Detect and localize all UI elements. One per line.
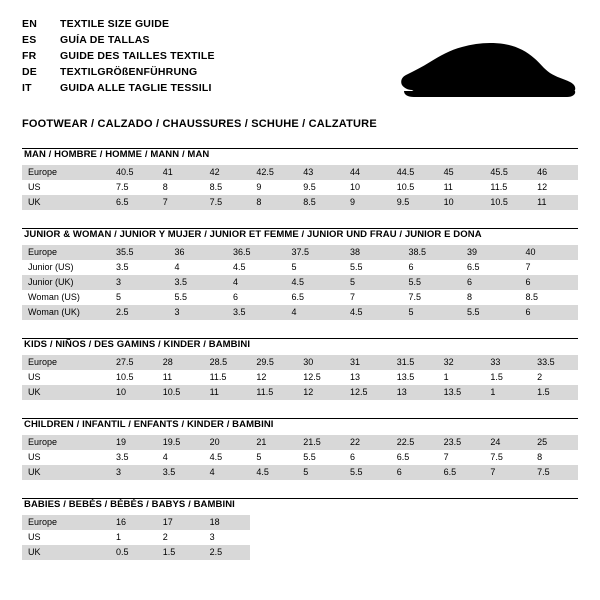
cell: 10 <box>344 180 391 195</box>
cell: 1.5 <box>157 545 204 560</box>
cell: 8.5 <box>297 195 344 210</box>
cell-empty <box>391 530 438 545</box>
cell: 23.5 <box>438 435 485 450</box>
cell: 13 <box>344 370 391 385</box>
row-label: Europe <box>22 435 110 450</box>
cell: 29.5 <box>250 355 297 370</box>
cell: 10.5 <box>157 385 204 400</box>
cell: 7 <box>484 465 531 480</box>
cell: 1.5 <box>531 385 578 400</box>
cell: 5 <box>297 465 344 480</box>
cell: 4 <box>169 260 228 275</box>
cell-empty <box>438 545 485 560</box>
cell: 5 <box>286 260 345 275</box>
language-code: FR <box>22 50 37 62</box>
cell: 6 <box>344 450 391 465</box>
cell: 38 <box>344 245 403 260</box>
cell: 17 <box>157 515 204 530</box>
row-label: Woman (UK) <box>22 305 110 320</box>
cell: 5.5 <box>344 260 403 275</box>
cell: 3 <box>204 530 251 545</box>
row-label: US <box>22 530 110 545</box>
cell: 10 <box>110 385 157 400</box>
cell: 3 <box>169 305 228 320</box>
cell: 31 <box>344 355 391 370</box>
cell: 4.5 <box>286 275 345 290</box>
cell: 6.5 <box>110 195 157 210</box>
cell: 9 <box>344 195 391 210</box>
table-row <box>22 275 578 290</box>
row-label: UK <box>22 545 110 560</box>
cell: 7.5 <box>484 450 531 465</box>
cell: 3.5 <box>169 275 228 290</box>
cell-empty <box>438 530 485 545</box>
cell: 13.5 <box>391 370 438 385</box>
cell: 32 <box>438 355 485 370</box>
language-row <box>22 50 215 66</box>
cell: 3 <box>110 275 169 290</box>
cell: 4.5 <box>344 305 403 320</box>
table-row <box>22 465 578 480</box>
cell: 6 <box>391 465 438 480</box>
cell: 12.5 <box>297 370 344 385</box>
cell: 11 <box>157 370 204 385</box>
cell: 13 <box>391 385 438 400</box>
cell-empty <box>250 515 297 530</box>
table-row <box>22 435 578 450</box>
size-table-children <box>22 435 578 480</box>
row-label: UK <box>22 385 110 400</box>
cell: 33.5 <box>531 355 578 370</box>
cell: 28.5 <box>204 355 251 370</box>
cell: 5.5 <box>344 465 391 480</box>
cell-empty <box>531 515 578 530</box>
cell: 19 <box>110 435 157 450</box>
cell: 7 <box>438 450 485 465</box>
cell: 16 <box>110 515 157 530</box>
language-title: GUIDE DES TAILLES TEXTILE <box>60 50 215 62</box>
cell: 36.5 <box>227 245 286 260</box>
language-code: EN <box>22 18 37 30</box>
cell-empty <box>344 530 391 545</box>
row-label: Europe <box>22 245 110 260</box>
cell: 44.5 <box>391 165 438 180</box>
cell-empty <box>297 545 344 560</box>
cell: 22 <box>344 435 391 450</box>
cell: 6 <box>403 260 462 275</box>
row-label: Woman (US) <box>22 290 110 305</box>
row-label: Europe <box>22 355 110 370</box>
cell: 8 <box>157 180 204 195</box>
cell: 3.5 <box>110 260 169 275</box>
cell: 6 <box>227 290 286 305</box>
table-row <box>22 180 578 195</box>
group-title: MAN / HOMBRE / HOMME / MANN / MAN <box>24 149 210 160</box>
language-row <box>22 66 215 82</box>
language-titles <box>22 18 215 98</box>
cell: 6.5 <box>286 290 345 305</box>
cell-empty <box>484 515 531 530</box>
group-title: JUNIOR & WOMAN / JUNIOR Y MUJER / JUNIOR ET FEMME / JUNIOR UND FRAU / JUNIOR E DONA <box>24 229 482 240</box>
cell: 21.5 <box>297 435 344 450</box>
cell: 1.5 <box>484 370 531 385</box>
size-group-babies <box>22 498 578 560</box>
table-row <box>22 165 578 180</box>
cell: 18 <box>204 515 251 530</box>
cell-empty <box>484 545 531 560</box>
cell: 4.5 <box>250 465 297 480</box>
cell: 27.5 <box>110 355 157 370</box>
cell: 38.5 <box>403 245 462 260</box>
cell: 9.5 <box>297 180 344 195</box>
cell: 31.5 <box>391 355 438 370</box>
cell: 5.5 <box>169 290 228 305</box>
cell: 7 <box>520 260 579 275</box>
group-title: KIDS / NIÑOS / DES GAMINS / KINDER / BAMBINI <box>24 339 251 350</box>
cell: 2 <box>531 370 578 385</box>
cell-empty <box>344 515 391 530</box>
cell: 10.5 <box>484 195 531 210</box>
cell: 5.5 <box>461 305 520 320</box>
cell: 13.5 <box>438 385 485 400</box>
cell: 40 <box>520 245 579 260</box>
size-table-man <box>22 165 578 210</box>
cell: 9.5 <box>391 195 438 210</box>
cell: 11.5 <box>250 385 297 400</box>
cell: 7 <box>157 195 204 210</box>
cell: 21 <box>250 435 297 450</box>
size-group-man <box>22 148 578 210</box>
cell: 4 <box>286 305 345 320</box>
cell: 7.5 <box>531 465 578 480</box>
table-row <box>22 260 578 275</box>
cell: 5 <box>110 290 169 305</box>
row-label: Junior (UK) <box>22 275 110 290</box>
size-table-kids <box>22 355 578 400</box>
cell: 8 <box>531 450 578 465</box>
cell: 6 <box>520 305 579 320</box>
row-label: US <box>22 450 110 465</box>
cell: 30 <box>297 355 344 370</box>
cell: 40.5 <box>110 165 157 180</box>
cell: 3.5 <box>227 305 286 320</box>
cell: 11 <box>531 195 578 210</box>
cell-empty <box>391 545 438 560</box>
cell: 5 <box>344 275 403 290</box>
cell: 43 <box>297 165 344 180</box>
cell: 4 <box>204 465 251 480</box>
table-row <box>22 370 578 385</box>
cell: 5.5 <box>403 275 462 290</box>
cell-empty <box>344 545 391 560</box>
cell: 8.5 <box>204 180 251 195</box>
cell: 45.5 <box>484 165 531 180</box>
cell: 3 <box>110 465 157 480</box>
cell: 22.5 <box>391 435 438 450</box>
cell-empty <box>438 515 485 530</box>
cell: 39 <box>461 245 520 260</box>
cell: 19.5 <box>157 435 204 450</box>
cell: 7 <box>344 290 403 305</box>
cell-empty <box>250 530 297 545</box>
cell: 42 <box>204 165 251 180</box>
cell: 10.5 <box>110 370 157 385</box>
cell: 4.5 <box>204 450 251 465</box>
language-code: DE <box>22 66 37 78</box>
cell: 36 <box>169 245 228 260</box>
language-title: TEXTILGRÖßENFÜHRUNG <box>60 66 198 78</box>
cell-empty <box>391 515 438 530</box>
cell: 8 <box>461 290 520 305</box>
cell: 8.5 <box>520 290 579 305</box>
cell: 4.5 <box>227 260 286 275</box>
language-code: IT <box>22 82 32 94</box>
row-label: Europe <box>22 165 110 180</box>
cell: 5 <box>403 305 462 320</box>
cell-empty <box>484 530 531 545</box>
group-title: BABIES / BEBÉS / BÉBÉS / BABYS / BAMBINI <box>24 499 235 510</box>
size-group-junior-woman <box>22 228 578 320</box>
cell: 6.5 <box>438 465 485 480</box>
cell: 24 <box>484 435 531 450</box>
table-row <box>22 290 578 305</box>
cell: 3.5 <box>110 450 157 465</box>
cell: 12 <box>250 370 297 385</box>
cell: 2 <box>157 530 204 545</box>
group-title: CHILDREN / INFANTIL / ENFANTS / KINDER / BAMBINI <box>24 419 274 430</box>
table-row <box>22 545 578 560</box>
size-group-kids <box>22 338 578 400</box>
table-row <box>22 450 578 465</box>
row-label: UK <box>22 465 110 480</box>
cell-empty <box>531 545 578 560</box>
size-table-babies <box>22 515 578 560</box>
cell: 11.5 <box>204 370 251 385</box>
cell: 10 <box>438 195 485 210</box>
cell: 11 <box>438 180 485 195</box>
cell: 20 <box>204 435 251 450</box>
cell: 45 <box>438 165 485 180</box>
row-label: US <box>22 180 110 195</box>
cell: 6 <box>520 275 579 290</box>
cell: 35.5 <box>110 245 169 260</box>
cell: 46 <box>531 165 578 180</box>
cell: 12 <box>297 385 344 400</box>
cell: 7.5 <box>403 290 462 305</box>
row-label: UK <box>22 195 110 210</box>
cell: 44 <box>344 165 391 180</box>
cell: 11 <box>204 385 251 400</box>
table-row <box>22 385 578 400</box>
table-row <box>22 195 578 210</box>
cell: 11.5 <box>484 180 531 195</box>
cell: 0.5 <box>110 545 157 560</box>
cell: 6.5 <box>391 450 438 465</box>
cell: 1 <box>110 530 157 545</box>
size-table-junior-woman <box>22 245 578 320</box>
cell: 5 <box>250 450 297 465</box>
cell: 6 <box>461 275 520 290</box>
document-header <box>22 18 578 104</box>
table-row <box>22 355 578 370</box>
cell-empty <box>531 530 578 545</box>
dress-shoe-icon <box>392 40 578 102</box>
cell: 1 <box>484 385 531 400</box>
cell-empty <box>297 530 344 545</box>
cell: 28 <box>157 355 204 370</box>
language-title: GUIDA ALLE TAGLIE TESSILI <box>60 82 212 94</box>
row-label: Junior (US) <box>22 260 110 275</box>
cell: 4 <box>157 450 204 465</box>
language-row <box>22 18 215 34</box>
row-label: Europe <box>22 515 110 530</box>
table-row <box>22 245 578 260</box>
cell: 6.5 <box>461 260 520 275</box>
language-title: TEXTILE SIZE GUIDE <box>60 18 170 30</box>
language-row <box>22 34 215 50</box>
row-label: US <box>22 370 110 385</box>
cell: 42.5 <box>250 165 297 180</box>
cell: 12 <box>531 180 578 195</box>
size-group-children <box>22 418 578 480</box>
language-title: GUÍA DE TALLAS <box>60 34 150 46</box>
cell: 25 <box>531 435 578 450</box>
cell: 7.5 <box>204 195 251 210</box>
cell: 2.5 <box>204 545 251 560</box>
table-row <box>22 515 578 530</box>
table-row <box>22 305 578 320</box>
cell: 5.5 <box>297 450 344 465</box>
language-row <box>22 82 215 98</box>
language-code: ES <box>22 34 37 46</box>
cell-empty <box>297 515 344 530</box>
cell: 7.5 <box>110 180 157 195</box>
cell: 3.5 <box>157 465 204 480</box>
table-row <box>22 530 578 545</box>
cell: 2.5 <box>110 305 169 320</box>
cell: 37.5 <box>286 245 345 260</box>
cell: 12.5 <box>344 385 391 400</box>
cell: 9 <box>250 180 297 195</box>
cell: 41 <box>157 165 204 180</box>
cell: 4 <box>227 275 286 290</box>
page-title: FOOTWEAR / CALZADO / CHAUSSURES / SCHUHE / CALZATURE <box>22 118 377 130</box>
cell: 10.5 <box>391 180 438 195</box>
cell: 33 <box>484 355 531 370</box>
cell: 8 <box>250 195 297 210</box>
cell: 1 <box>438 370 485 385</box>
cell-empty <box>250 545 297 560</box>
